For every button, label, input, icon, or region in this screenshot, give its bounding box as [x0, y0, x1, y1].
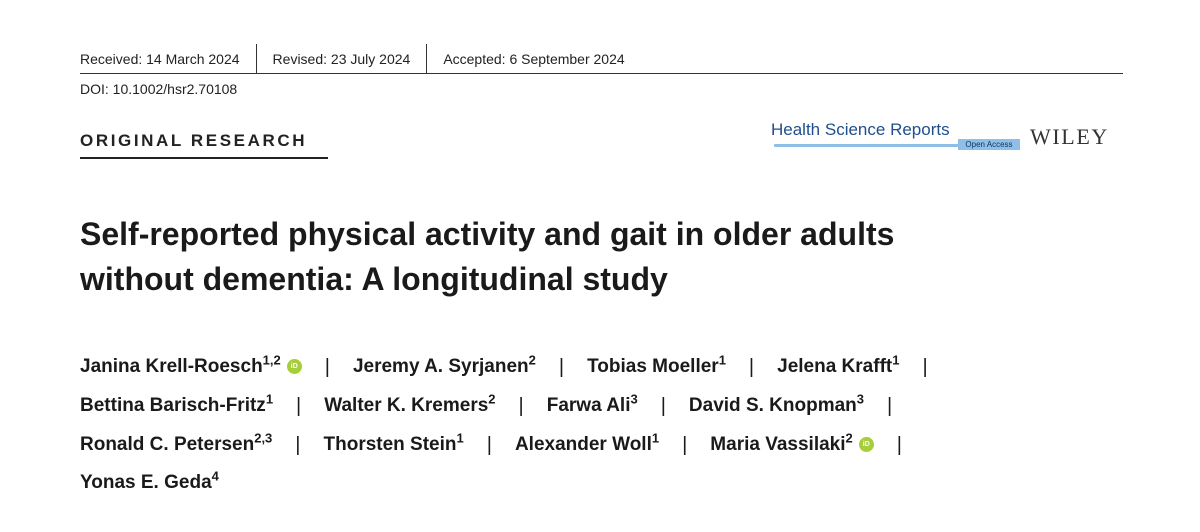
author-affiliation: 1	[651, 430, 660, 446]
author[interactable]	[710, 430, 873, 456]
author-separator: |	[295, 433, 301, 456]
author-name: Jelena Krafft	[777, 356, 893, 377]
received-date: Received: 14 March 2024	[80, 51, 240, 67]
author-name: Farwa Ali	[546, 395, 631, 416]
article-title	[80, 212, 1140, 302]
author-affiliation: 4	[211, 468, 219, 484]
author-affiliation: 2	[488, 391, 496, 407]
author[interactable]	[80, 430, 273, 456]
open-access-badge: Open Access	[958, 139, 1020, 150]
author-separator: |	[922, 355, 928, 378]
author[interactable]	[80, 391, 274, 417]
author-name: Walter K. Kremers	[324, 395, 489, 416]
journal-name[interactable]: Health Science Reports	[771, 120, 950, 139]
author-line-1	[80, 351, 951, 383]
author-name: Ronald C. Petersen	[80, 434, 255, 455]
author-name: Bettina Barisch-Fritz	[80, 395, 266, 416]
author[interactable]	[80, 468, 219, 494]
author[interactable]	[324, 391, 496, 417]
accepted-date: Accepted: 6 September 2024	[443, 51, 625, 67]
author-name: Maria Vassilaki	[710, 434, 846, 455]
author-affiliation: 3	[630, 391, 638, 407]
date-divider	[256, 44, 257, 74]
orcid-icon[interactable]: iD	[287, 359, 302, 374]
orcid-icon[interactable]: iD	[859, 437, 874, 452]
author-affiliation: 1	[456, 430, 464, 446]
author[interactable]	[777, 352, 900, 378]
author-separator: |	[896, 433, 902, 456]
title-line: without dementia: A longitudinal study	[80, 261, 668, 297]
author-affiliation: 1	[718, 352, 726, 368]
author-affiliation: 1	[892, 352, 900, 368]
author-affiliation: 3	[856, 391, 865, 407]
doi[interactable]: DOI: 10.1002/hsr2.70108	[80, 81, 238, 97]
author-name: Janina Krell-Roesch	[80, 356, 263, 377]
author-separator: |	[887, 394, 893, 417]
author-separator: |	[682, 433, 688, 456]
author[interactable]	[587, 352, 726, 378]
author-separator: |	[518, 394, 524, 417]
author[interactable]	[80, 352, 302, 378]
author[interactable]	[352, 352, 536, 378]
author-affiliation: 1	[265, 391, 274, 407]
revised-date: Revised: 23 July 2024	[272, 51, 411, 67]
title-line: Self-reported physical activity and gait in older adults	[80, 216, 895, 252]
header-rule	[80, 73, 1123, 74]
author-name: David S. Knopman	[688, 395, 857, 416]
section-underline	[80, 157, 328, 159]
author-line-2	[80, 390, 915, 422]
author-separator: |	[748, 355, 755, 378]
author[interactable]	[546, 391, 638, 417]
author-name: Jeremy A. Syrjanen	[352, 356, 529, 377]
author-name: Alexander Woll	[514, 434, 652, 455]
date-divider	[426, 44, 427, 74]
author-name: Tobias Moeller	[587, 356, 719, 377]
author-line-4	[80, 467, 219, 499]
author[interactable]	[323, 430, 464, 456]
author-affiliation: 1,2	[262, 352, 281, 368]
author-separator: |	[324, 355, 330, 378]
author-name: Yonas E. Geda	[80, 472, 212, 493]
author-name: Thorsten Stein	[323, 434, 457, 455]
section-label: ORIGINAL RESEARCH	[80, 131, 308, 150]
author-affiliation: 2	[528, 352, 536, 368]
author-separator: |	[296, 394, 302, 417]
author-affiliation: 2,3	[254, 430, 273, 446]
author-separator: |	[486, 433, 492, 456]
author[interactable]	[688, 391, 865, 417]
author-line-3	[80, 429, 925, 461]
author[interactable]	[514, 430, 660, 456]
author-separator: |	[558, 355, 565, 378]
author-separator: |	[660, 394, 666, 417]
author-affiliation: 2	[845, 430, 853, 446]
article-dates	[80, 44, 625, 74]
publisher-logo[interactable]: WILEY	[1030, 124, 1109, 149]
